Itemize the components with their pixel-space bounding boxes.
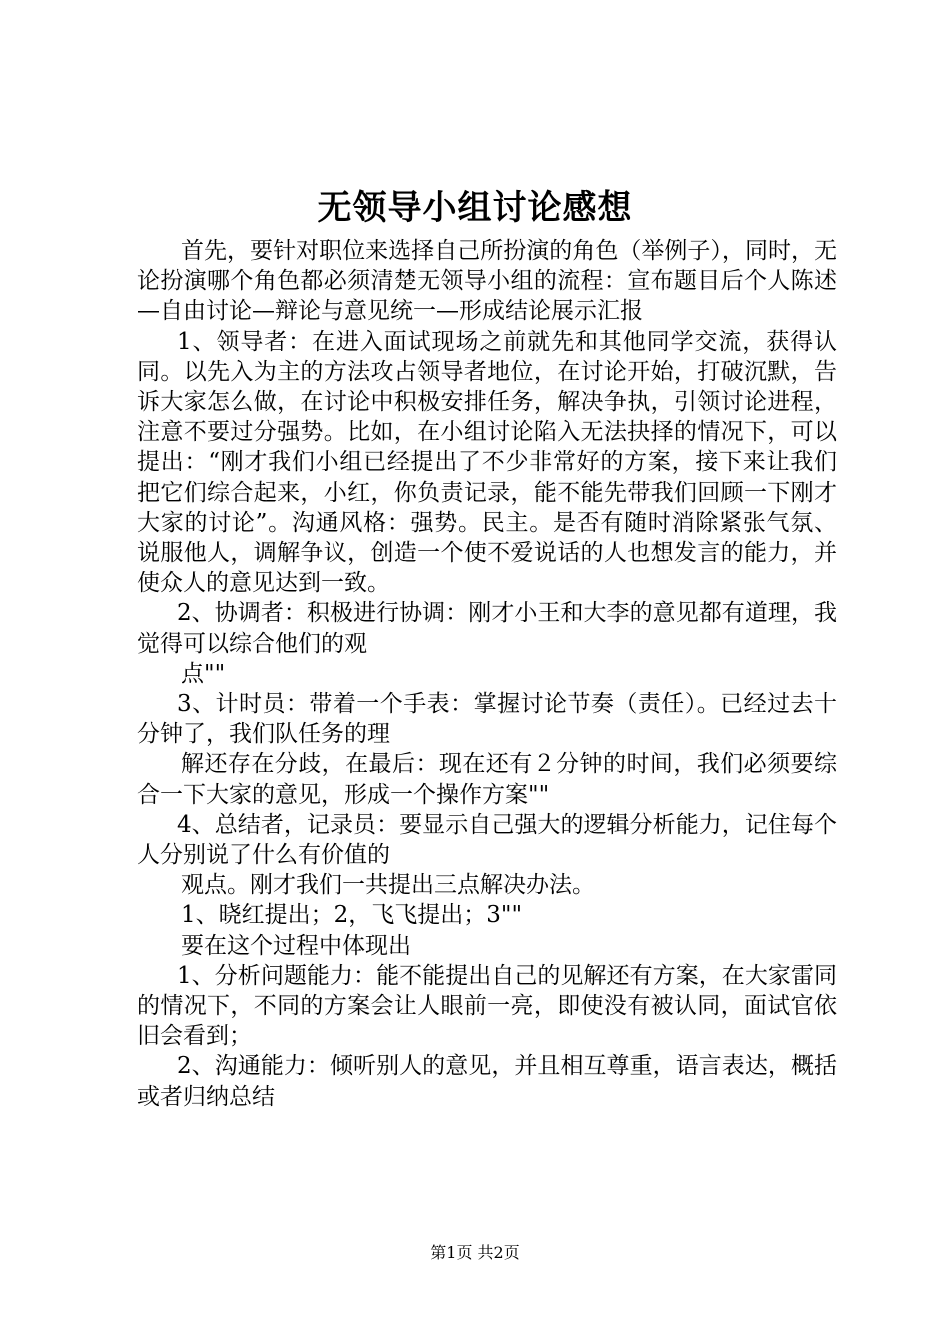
paragraph-communication-ability: 2、沟通能力：倾听别人的意见，并且相互尊重，语言表达，概括或者归纳总结 [137,1053,837,1110]
paragraph-summarizer: 4、总结者，记录员：要显示自己强大的逻辑分析能力，记住每个人分别说了什么有价值的 [137,811,837,869]
paragraph-summary-list: 1、晓红提出；2，飞飞提出；3"" [181,902,523,929]
paragraph-coordinator-cont: 点"" [181,660,226,687]
page-footer: 第1页 共2页 [430,1243,520,1262]
paragraph-reflect-intro: 要在这个过程中体现出 [181,932,411,959]
paragraph-timekeeper-cont: 解还存在分歧，在最后：现在还有２分钟的时间，我们必须要综合一下大家的意见，形成一个操作方案"" [137,751,837,808]
paragraph-timekeeper: 3、计时员：带着一个手表：掌握讨论节奏（责任）。已经过去十分钟了，我们队任务的理 [137,691,837,748]
paragraph-analysis-ability: 1、分析问题能力：能不能提出自己的见解还有方案，在大家雷同的情况下，不同的方案会让人眼前一亮，即使没有被认同，面试官依旧会看到； [137,962,837,1050]
paragraph-coordinator: 2、协调者：积极进行协调：刚才小王和大李的意见都有道理，我觉得可以综合他们的观 [137,600,837,657]
document-body [137,236,837,1112]
paragraph-leader: 1、领导者：在进入面试现场之前就先和其他同学交流，获得认同。以先入为主的方法攻占领导者地位，在讨论开始，打破沉默，告诉大家怎么做，在讨论中积极安排任务，解决争执，引领讨论进程，注意不要过分强势。比如，在小组讨论陷入无法抉择的情况下，可以提出：“刚才我们小组已经提出了不少非常好的方案，接下来让我们把它们综合起来，小红，你负责记录，能不能先带我们回顾一下刚才大家的讨论”。沟通风格：强势。民主。是否有随时消除紧张气氛、说服他人，调解争议，创造一个使不爱说话的人也想发言的能力，并使众人的意见达到一致。 [137,328,837,597]
page-title: 无领导小组讨论感想 [317,188,633,228]
paragraph-intro: 首先，要针对职位来选择自己所扮演的角色（举例子），同时，无论扮演哪个角色都必须清楚无领导小组的流程：宣布题目后个人陈述—自由讨论—辩论与意见统一—形成结论展示汇报 [137,238,837,325]
paragraph-summarizer-cont: 观点。刚才我们一共提出三点解决办法。 [181,872,595,899]
